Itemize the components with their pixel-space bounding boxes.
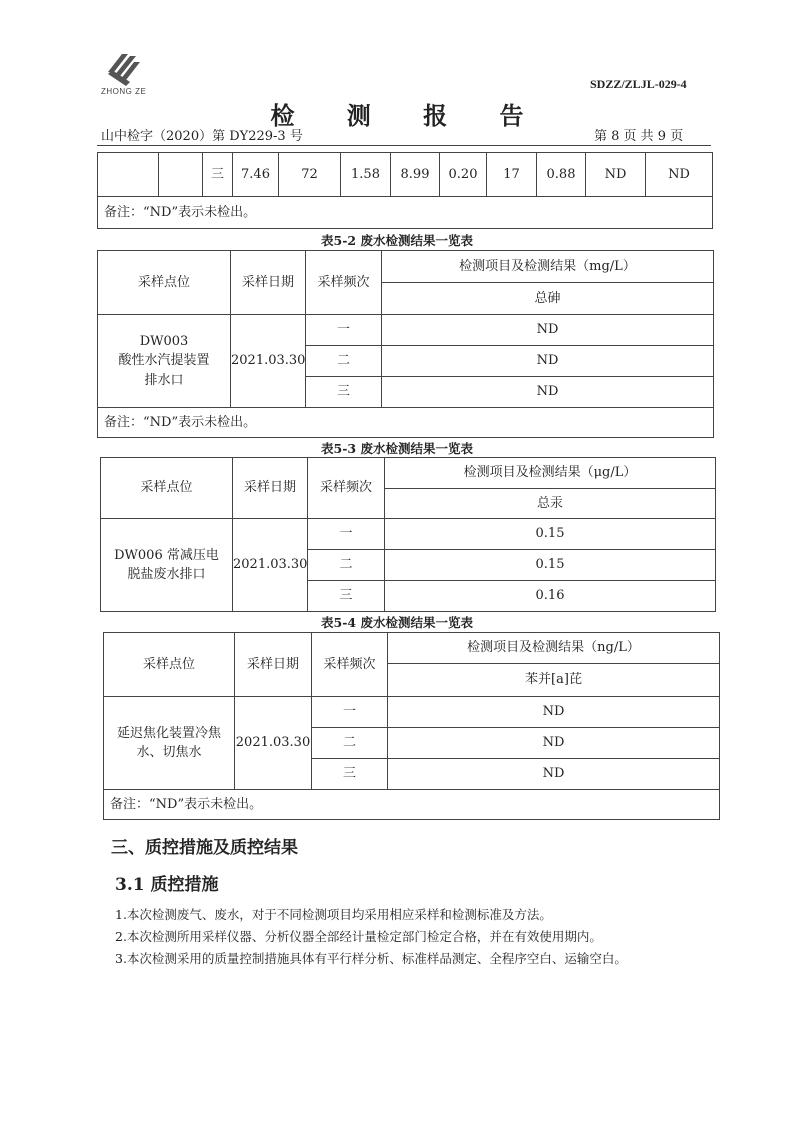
result-value: 0.16 [385,581,716,612]
subsection-heading: 3.1 质控措施 [115,875,219,895]
col-header-freq: 采样频次 [312,633,388,697]
table-cell: ND [646,153,713,197]
table-cell: 72 [279,153,341,197]
table-cell: 7.46 [233,153,279,197]
frequency: 三 [308,581,385,612]
table-cell: 8.99 [391,153,440,197]
item-name: 苯并[a]芘 [388,664,720,697]
result-value: 0.15 [385,519,716,550]
result-value: 0.15 [385,550,716,581]
result-value: ND [382,377,714,408]
result-value: ND [382,315,714,346]
col-header-items: 检测项目及检测结果（mg/L） [382,251,714,283]
table-cell [159,153,203,197]
sampling-point: DW006 常减压电 脱盐废水排口 [101,519,233,612]
col-header-point: 采样点位 [101,458,233,519]
result-value: ND [388,697,720,728]
report-title: 检 测 报 告 [270,101,546,130]
report-number: 山中检字（2020）第 DY229-3 号 [101,129,303,144]
section-heading: 三、质控措施及质控结果 [111,838,298,858]
table-row [104,697,720,728]
item-name: 总汞 [385,489,716,519]
frequency: 二 [312,728,388,759]
col-header-items: 检测项目及检测结果（ng/L） [388,633,720,664]
table-cell: 0.88 [537,153,586,197]
table-note: 备注：“ND”表示未检出。 [98,408,714,438]
table-cell: 三 [203,153,233,197]
col-header-freq: 采样频次 [306,251,382,315]
sampling-point: 延迟焦化装置冷焦 水、切焦水 [104,697,235,790]
result-value: ND [382,346,714,377]
frequency: 一 [306,315,382,346]
frequency: 三 [312,759,388,790]
result-value: ND [388,728,720,759]
table-caption: 表5-3 废水检测结果一览表 [321,441,473,456]
frequency: 三 [306,377,382,408]
frequency: 一 [308,519,385,550]
col-header-point: 采样点位 [98,251,231,315]
col-header-items: 检测项目及检测结果（μg/L） [385,458,716,489]
col-header-date: 采样日期 [233,458,308,519]
col-header-date: 采样日期 [235,633,312,697]
col-header-point: 采样点位 [104,633,235,697]
table-caption: 表5-2 废水检测结果一览表 [321,233,473,248]
table-cell: 0.20 [440,153,487,197]
table-note: 备注：“ND”表示未检出。 [98,197,713,229]
result-value: ND [388,759,720,790]
col-header-freq: 采样频次 [308,458,385,519]
sampling-date: 2021.03.30 [235,697,312,790]
table-cell: 17 [487,153,537,197]
document-code: SDZZ/ZLJL-029-4 [590,77,687,91]
table-cell: ND [586,153,646,197]
frequency: 二 [308,550,385,581]
table-prev [97,152,713,229]
table-row [101,519,716,550]
frequency: 一 [312,697,388,728]
table-5-2 [97,250,714,438]
item-name: 总砷 [382,283,714,315]
table-5-3 [100,457,716,612]
list-item: 1.本次检测废气、废水，对于不同检测项目均采用相应采样和检测标准及方法。 [115,907,552,922]
table-cell: 1.58 [341,153,391,197]
table-note: 备注：“ND”表示未检出。 [104,790,720,820]
header-rule [97,145,711,146]
frequency: 二 [306,346,382,377]
logo-text: ZHONG ZE [101,87,147,96]
list-item: 3.本次检测采用的质量控制措施具体有平行样分析、标准样品测定、全程序空白、运输空白。 [115,951,627,966]
page-number: 第 8 页 共 9 页 [594,129,684,144]
table-cell [98,153,159,197]
table-5-4 [103,632,720,820]
table-caption: 表5-4 废水检测结果一览表 [321,615,473,630]
col-header-date: 采样日期 [231,251,306,315]
sampling-date: 2021.03.30 [231,315,306,408]
list-item: 2.本次检测所用采样仪器、分析仪器全部经计量检定部门检定合格，并在有效使用期内。 [115,929,602,944]
table-row [98,315,714,346]
sampling-date: 2021.03.30 [233,519,308,612]
table-row [98,153,713,197]
sampling-point: DW003 酸性水汽提装置 排水口 [98,315,231,408]
